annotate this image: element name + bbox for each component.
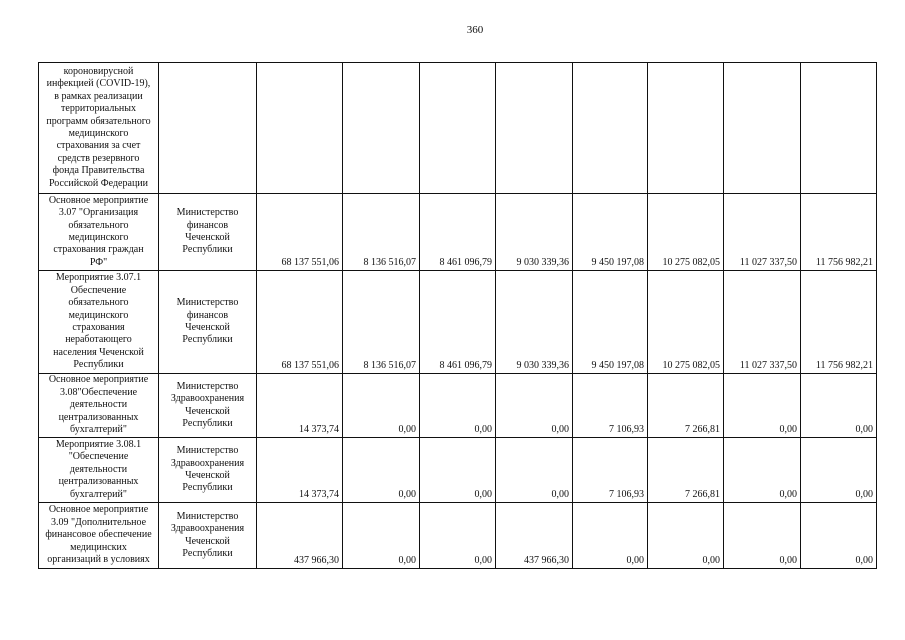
amount-cell: 0,00 [343, 374, 420, 438]
table-body [39, 63, 877, 569]
amount-cell [648, 63, 724, 194]
table-row [39, 438, 877, 503]
amount-cell: 0,00 [801, 374, 877, 438]
amount-cell: 10 275 082,05 [648, 194, 724, 271]
amount-cell: 0,00 [724, 438, 801, 503]
amount-cell: 8 136 516,07 [343, 194, 420, 271]
amount-cell: 8 461 096,79 [420, 194, 496, 271]
amount-cell: 7 106,93 [573, 438, 648, 503]
amount-cell: 0,00 [724, 503, 801, 569]
amount-cell [257, 63, 343, 194]
amount-cell: 0,00 [420, 503, 496, 569]
activity-name-cell: короновирусной инфекцией (COVID-19), в рамках реализации территориальных программ обязательного медицинского страхования за счет средств резервного фонда Правительства Российской Федерации [39, 63, 159, 194]
amount-cell: 11 027 337,50 [724, 271, 801, 374]
amount-cell [801, 63, 877, 194]
amount-cell [420, 63, 496, 194]
amount-cell: 68 137 551,06 [257, 194, 343, 271]
amount-cell: 9 030 339,36 [496, 271, 573, 374]
executor-cell: Министерство Здравоохранения Чеченской Республики [159, 503, 257, 569]
amount-cell: 0,00 [496, 374, 573, 438]
amount-cell: 7 266,81 [648, 374, 724, 438]
budget-table [38, 62, 877, 569]
table-row [39, 374, 877, 438]
amount-cell: 9 030 339,36 [496, 194, 573, 271]
amount-cell: 0,00 [648, 503, 724, 569]
amount-cell: 0,00 [724, 374, 801, 438]
amount-cell: 0,00 [573, 503, 648, 569]
amount-cell: 0,00 [801, 503, 877, 569]
table-row [39, 271, 877, 374]
activity-name-cell: Мероприятие 3.08.1 "Обеспечение деятельности централизованных бухгалтерий" [39, 438, 159, 503]
amount-cell: 10 275 082,05 [648, 271, 724, 374]
activity-name-cell: Основное мероприятие 3.07 "Организация обязательного медицинского страхования граждан РФ" [39, 194, 159, 271]
amount-cell: 8 461 096,79 [420, 271, 496, 374]
amount-cell: 68 137 551,06 [257, 271, 343, 374]
activity-name-cell: Основное мероприятие 3.08"Обеспечение деятельности централизованных бухгалтерий" [39, 374, 159, 438]
executor-cell: Министерство финансов Чеченской Республики [159, 194, 257, 271]
amount-cell [496, 63, 573, 194]
executor-cell: Министерство Здравоохранения Чеченской Республики [159, 438, 257, 503]
table-row [39, 63, 877, 194]
amount-cell: 437 966,30 [496, 503, 573, 569]
executor-cell: Министерство Здравоохранения Чеченской Республики [159, 374, 257, 438]
amount-cell: 0,00 [801, 438, 877, 503]
amount-cell: 437 966,30 [257, 503, 343, 569]
amount-cell: 0,00 [420, 374, 496, 438]
table-row [39, 194, 877, 271]
executor-cell [159, 63, 257, 194]
activity-name-cell: Основное мероприятие 3.09 "Дополнительное финансовое обеспечение медицинских организаций в условиях [39, 503, 159, 569]
amount-cell: 8 136 516,07 [343, 271, 420, 374]
amount-cell [573, 63, 648, 194]
amount-cell [724, 63, 801, 194]
amount-cell: 0,00 [343, 438, 420, 503]
executor-cell: Министерство финансов Чеченской Республики [159, 271, 257, 374]
amount-cell: 11 027 337,50 [724, 194, 801, 271]
amount-cell: 9 450 197,08 [573, 194, 648, 271]
amount-cell: 7 266,81 [648, 438, 724, 503]
amount-cell: 11 756 982,21 [801, 271, 877, 374]
amount-cell [343, 63, 420, 194]
amount-cell: 7 106,93 [573, 374, 648, 438]
amount-cell: 14 373,74 [257, 438, 343, 503]
amount-cell: 0,00 [343, 503, 420, 569]
amount-cell: 0,00 [420, 438, 496, 503]
activity-name-cell: Мероприятие 3.07.1 Обеспечение обязательного медицинского страхования неработающего населения Чеченской Республики [39, 271, 159, 374]
page-number: 360 [466, 24, 484, 36]
amount-cell: 0,00 [496, 438, 573, 503]
amount-cell: 14 373,74 [257, 374, 343, 438]
table-row [39, 503, 877, 569]
amount-cell: 11 756 982,21 [801, 194, 877, 271]
amount-cell: 9 450 197,08 [573, 271, 648, 374]
